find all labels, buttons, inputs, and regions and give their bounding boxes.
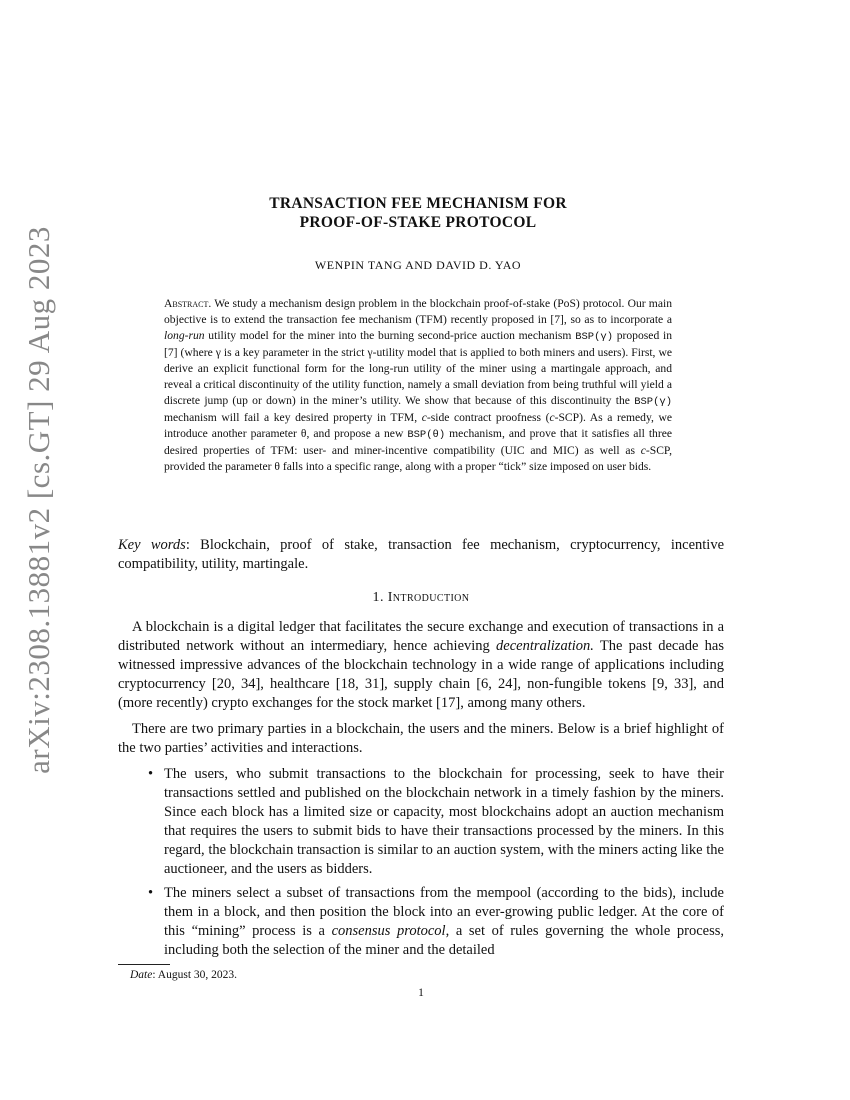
abstract-label: Abstract. [164, 297, 212, 310]
abstract-text: -SCP). As a remedy, we introduce another parameter θ, and propose a new [164, 411, 672, 440]
abstract-bsp-theta: BSP(θ) [407, 429, 446, 441]
paragraph-emphasis: decentralization. [496, 638, 594, 654]
abstract-text: We study a mechanism design problem in the blockchain proof-of-stake (PoS) protocol. Our main objective is to extend the transaction fee mechanism (TFM) recently proposed in [7], so as to incorporate a [164, 297, 672, 326]
list-item-text: , a set of rules governing the whole process, including both the selection of the miner and the detailed [164, 923, 724, 958]
abstract-emphasis: c [549, 411, 555, 424]
footnote-date [130, 969, 237, 981]
footnote-text: : August 30, 2023. [152, 969, 238, 981]
abstract-emphasis: long-run [164, 329, 205, 342]
paper-authors: WENPIN TANG AND DAVID D. YAO [314, 258, 522, 272]
abstract [164, 296, 672, 475]
list-item-emphasis: consensus protocol [331, 923, 446, 939]
abstract-emphasis: c [640, 444, 646, 457]
paragraph: There are two primary parties in a blockchain, the users and the miners. Below is a brief highlight of the two parties’ activities and interactions. [118, 721, 724, 756]
abstract-bsp-gamma: BSP(γ) [575, 331, 613, 343]
section-heading-introduction: 1. Introduction [372, 590, 470, 605]
title-line-1: TRANSACTION FEE MECHANISM FOR [269, 195, 567, 212]
abstract-text: proposed in [7] (where γ is a key parameter in the strict γ-utility model that is applied to both miners and users). First, we derive an explicit functional form for the long-run utility of the miner using a martingale approach, and reveal a critical discontinuity of the utility function, namely a small deviation from being truthful will yield a discrete jump (up or down) in the miner’s utility. We show that because of this discontinuity the [164, 329, 672, 407]
keywords-text: : Blockchain, proof of stake, transaction fee mechanism, cryptocurrency, incentive compatibility, utility, martingale. [118, 537, 725, 572]
abstract-emphasis: c [421, 411, 427, 424]
introduction-body [118, 618, 724, 965]
bullet-list [118, 765, 724, 960]
paragraph-text: A blockchain is a digital ledger that facilitates the secure exchange and execution of transactions in a distributed network without an intermediary, hence achieving [118, 619, 724, 654]
abstract-text: utility model for the miner into the burning second-price auction mechanism [204, 329, 576, 342]
page-number: 1 [418, 987, 424, 999]
footnote-label: Date [130, 969, 153, 981]
abstract-text: mechanism, and prove that it satisfies all three desired properties of TFM: user- and miner-incentive compatibility (UIC and MIC) as well as [164, 427, 672, 457]
list-item-text: The users, who submit transactions to the blockchain for processing, seek to have their transactions settled and published on the blockchain network in a timely fashion by the miners. Since each block has a limited size or capacity, most blockchains adopt an auction mechanism that requires the users to submit bids to have their transactions processed by the miners. In this regard, the blockchain transaction is similar to an auction system, with the miners acting like the auctioneer, and the users as bidders. [164, 766, 724, 877]
keywords [118, 536, 724, 574]
footnote-divider [118, 964, 170, 965]
title-line-2: PROOF-OF-STAKE PROTOCOL [299, 214, 537, 231]
arxiv-identifier-text: arXiv:2308.13881v2 [cs.GT] 29 Aug 2023 [21, 226, 56, 774]
abstract-text: mechanism will fail a key desired property in TFM, [164, 411, 422, 424]
paragraph-text: The past decade has witnessed impressive advances of the blockchain technology in a wide range of applications including cryptocurrency [20, 34], healthcare [18, 31], supply chain [6, 24], non-fungible tokens [9, 33], and (more recently) crypto exchanges for the stock market [17], among many others. [118, 638, 724, 711]
arxiv-identifier-stamp [14, 226, 64, 774]
bullet-icon: • [148, 885, 154, 901]
list-item-text: The miners select a subset of transactions from the mempool (according to the bids), include them in a block, and then position the block into an ever-growing public ledger. At the core of this “mining” process is a [164, 885, 724, 939]
abstract-text: -side contract proofness ( [426, 411, 550, 424]
list-item [118, 765, 724, 879]
abstract-text: -SCP, provided the parameter θ falls into a specific range, along with a proper “tick” size imposed on user bids. [164, 444, 672, 473]
abstract-bsp-gamma: BSP(γ) [634, 396, 672, 408]
paragraph [118, 618, 724, 713]
bullet-icon: • [148, 766, 154, 782]
paper-title [118, 194, 718, 232]
list-item [118, 884, 724, 960]
keywords-label: Key words [118, 537, 186, 553]
